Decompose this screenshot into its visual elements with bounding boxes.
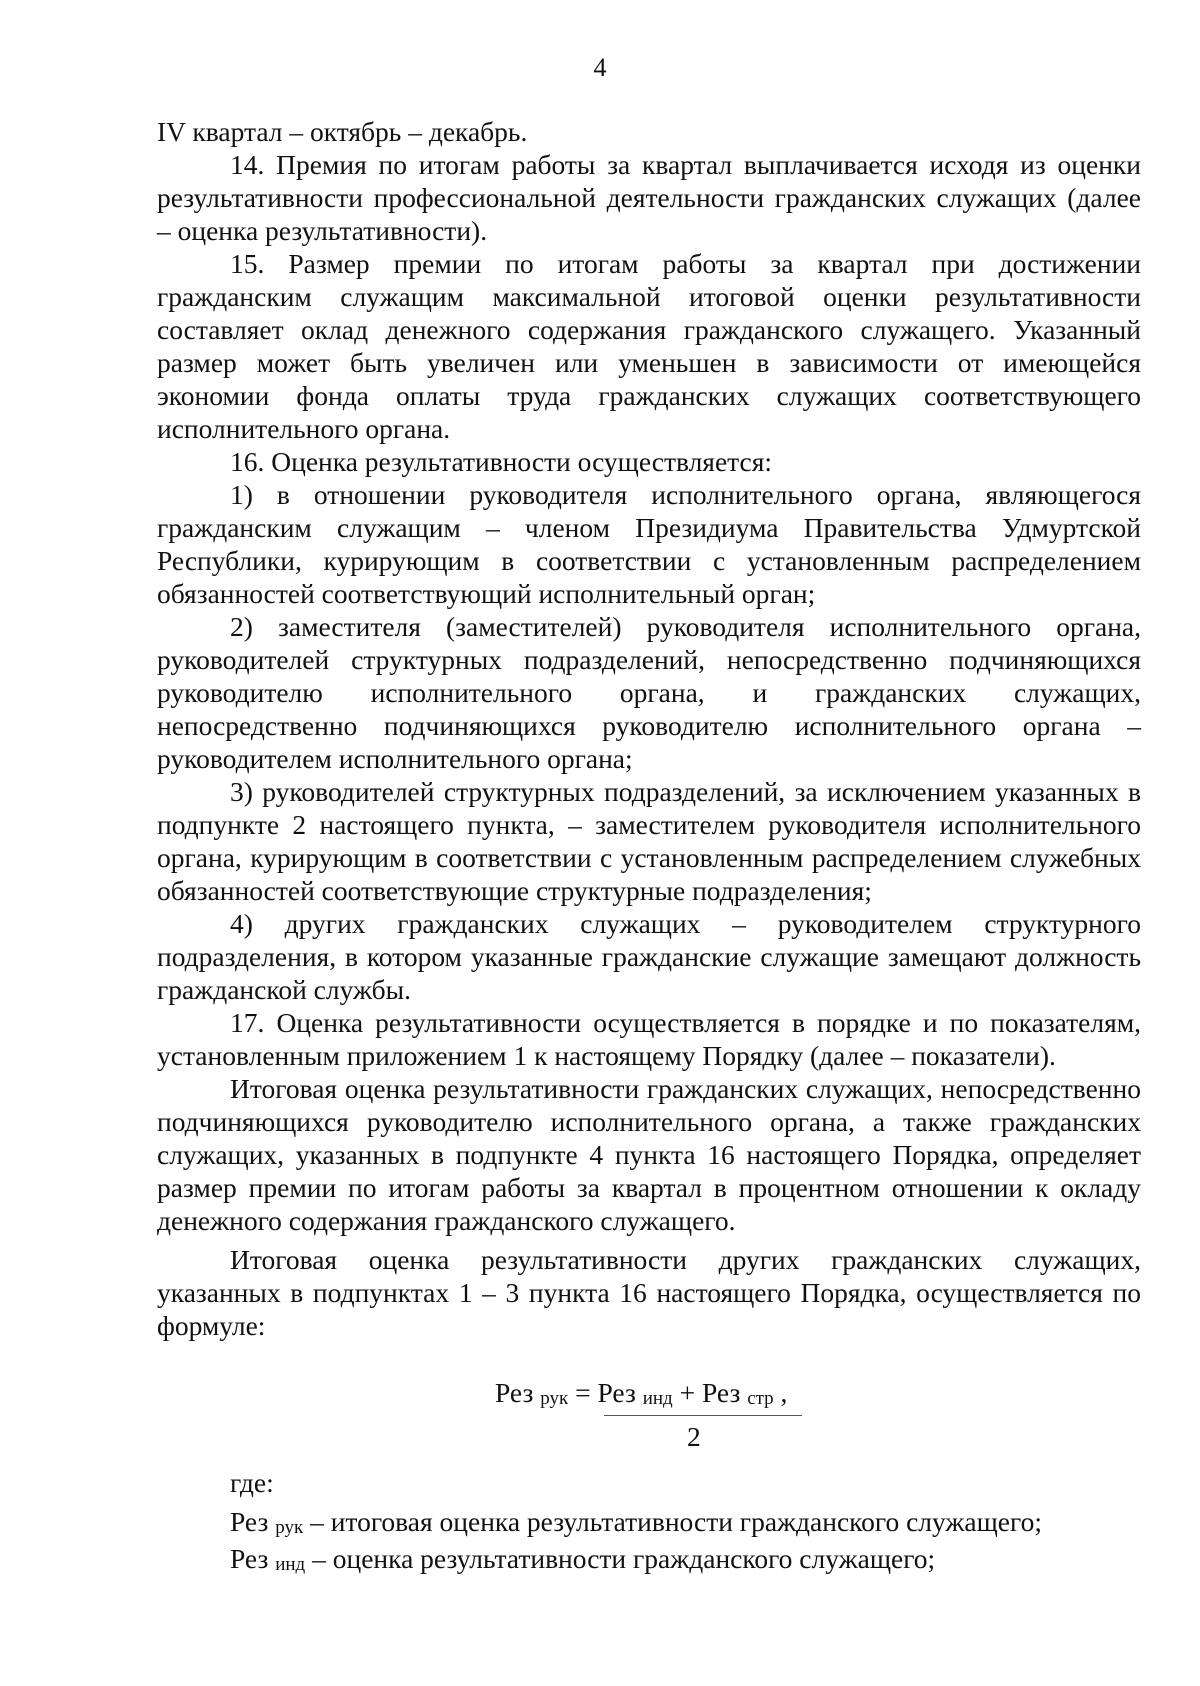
definition-rez-ruk <box>157 1505 1141 1542</box>
paragraph-16-item-1: 1) в отношении руководителя исполнительного органа, являющегося гражданским служащим – членом Президиума Правительства Удмуртской Республики, курирующим в соответствии с установленным распределением обязанностей соответствующий исполнительный орган; <box>157 479 1141 609</box>
formula-fraction-bar <box>604 1415 802 1416</box>
formula-term-2: Рез <box>701 1377 741 1408</box>
paragraph-16-item-3: 3) руководителей структурных подразделений, за исключением указанных в подпункте 2 настоящего пункта, – заместителем руководителя исполнительного органа, курирующим в соответствии с установленным распределением служебных обязанностей соответствующие структурные подразделения; <box>157 776 1141 906</box>
paragraph-17-final-score: Итоговая оценка результативности гражданских служащих, непосредственно подчиняющихся руководителю исполнительного органа, а также гражданских служащих, указанных в подпункте 4 пункта 16 настоящего Порядка, определяет размер премии по итогам работы за квартал в процентном отношении к окладу денежного содержания гражданского служащего. <box>157 1073 1141 1236</box>
formula-lhs: Рез <box>495 1377 534 1408</box>
formula-plus: + <box>672 1377 702 1408</box>
where-label: где: <box>230 1467 274 1498</box>
definition-rez-ind-text: – оценка результативности гражданского служащего; <box>305 1543 936 1574</box>
formula <box>157 1376 1141 1466</box>
formula-term-2-subscript: стр <box>747 1388 774 1409</box>
paragraph-15: 15. Размер премии по итогам работы за квартал при достижении гражданским служащим максимальной итоговой оценки результативности составляет оклад денежного содержания гражданского служащего. Указанный размер может быть увеличен или уменьшен в зависимости от имеющейся экономии фонда оплаты труда гражданских служащих соответствующего исполнительного органа. <box>157 248 1141 444</box>
formula-term-1-subscript: инд <box>642 1388 673 1409</box>
formula-numerator-line <box>495 1376 787 1413</box>
definition-rez-ind-subscript: инд <box>275 1554 306 1575</box>
paragraph-16-item-4: 4) других гражданских служащих – руководителем структурного подразделения, в котором указанные гражданские служащие замещают должность гражданской службы. <box>157 908 1141 1005</box>
paragraph-17-formula-intro: Итоговая оценка результативности других гражданских служащих, указанных в подпунктах 1 – 3 пункта 16 настоящего Порядка, осуществляется по формуле: <box>157 1244 1141 1341</box>
paragraph-14: 14. Премия по итогам работы за квартал выплачивается исходя из оценки результативности профессиональной деятельности гражданских служащих (далее – оценка результативности). <box>157 149 1141 246</box>
formula-term-1: Рез <box>597 1377 636 1408</box>
definition-rez-ruk-text: – итоговая оценка результативности гражданского служащего; <box>303 1506 1042 1537</box>
paragraph-17: 17. Оценка результативности осуществляется в порядке и по показателям, установленным приложением 1 к настоящему Порядку (далее – показатели). <box>157 1007 1141 1071</box>
formula-trailing-comma: , <box>773 1377 788 1408</box>
document-body <box>157 115 1141 1579</box>
formula-equals: = <box>568 1377 598 1408</box>
definition-rez-ruk-subscript: рук <box>275 1517 304 1538</box>
paragraph-16-item-2: 2) заместителя (заместителей) руководителя исполнительного органа, руководителей структурных подразделений, непосредственно подчиняющихся руководителю исполнительного органа, и гражданских служащих, непосредственно подчиняющихся руководителю исполнительного органа – руководителем исполнительного органа; <box>157 611 1141 774</box>
definition-rez-ind <box>157 1542 1141 1579</box>
formula-lhs-subscript: рук <box>540 1388 569 1409</box>
paragraph-16: 16. Оценка результативности осуществляется: <box>230 446 773 477</box>
page-number: 4 <box>593 53 607 82</box>
formula-denominator: 2 <box>687 1421 701 1452</box>
paragraph-quarter-iv: IV квартал – октябрь – декабрь. <box>157 116 528 147</box>
definition-rez-ind-symbol: Рез <box>230 1543 269 1574</box>
definition-rez-ruk-symbol: Рез <box>230 1506 269 1537</box>
